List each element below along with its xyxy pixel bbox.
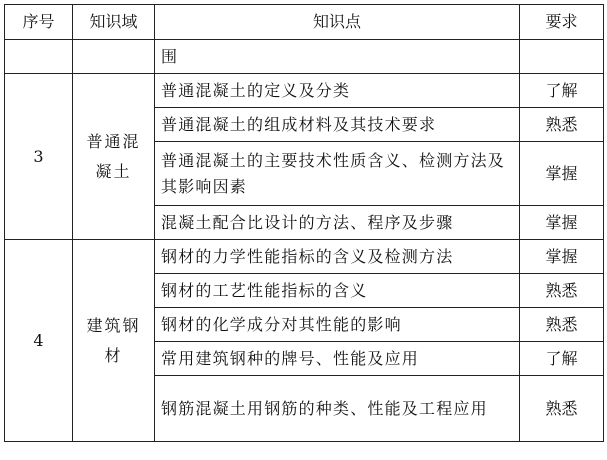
cell-point: 钢筋混凝土用钢筋的种类、性能及工程应用	[155, 376, 520, 442]
cell-seq: 3	[5, 74, 73, 240]
cell-point: 混凝土配合比设计的方法、程序及步骤	[155, 206, 520, 240]
cell-requirement: 掌握	[520, 142, 604, 206]
cell-domain: 建筑钢材	[73, 240, 155, 442]
cell-requirement-empty	[520, 40, 604, 74]
cell-requirement: 掌握	[520, 240, 604, 274]
knowledge-table	[4, 4, 604, 442]
cell-point: 钢材的力学性能指标的含义及检测方法	[155, 240, 520, 274]
cell-point: 普通混凝土的主要技术性质含义、检测方法及其影响因素	[155, 142, 520, 206]
header-requirement: 要求	[520, 5, 604, 40]
cell-domain-empty	[73, 40, 155, 74]
header-domain: 知识域	[73, 5, 155, 40]
cell-requirement: 熟悉	[520, 108, 604, 142]
cell-requirement: 熟悉	[520, 376, 604, 442]
table-row-continuation	[5, 40, 604, 74]
cell-requirement: 了解	[520, 74, 604, 108]
cell-requirement: 熟悉	[520, 308, 604, 342]
cell-requirement: 掌握	[520, 206, 604, 240]
cell-point: 普通混凝土的定义及分类	[155, 74, 520, 108]
cell-seq: 4	[5, 240, 73, 442]
cell-point: 钢材的化学成分对其性能的影响	[155, 308, 520, 342]
cell-point: 围	[155, 40, 520, 74]
header-seq: 序号	[5, 5, 73, 40]
cell-point: 普通混凝土的组成材料及其技术要求	[155, 108, 520, 142]
cell-requirement: 熟悉	[520, 274, 604, 308]
table-row	[5, 74, 604, 108]
table-row	[5, 240, 604, 274]
cell-seq-empty	[5, 40, 73, 74]
cell-point: 常用建筑钢种的牌号、性能及应用	[155, 342, 520, 376]
cell-domain: 普通混凝土	[73, 74, 155, 240]
header-row	[5, 5, 604, 40]
cell-requirement: 了解	[520, 342, 604, 376]
header-point: 知识点	[155, 5, 520, 40]
cell-point: 钢材的工艺性能指标的含义	[155, 274, 520, 308]
